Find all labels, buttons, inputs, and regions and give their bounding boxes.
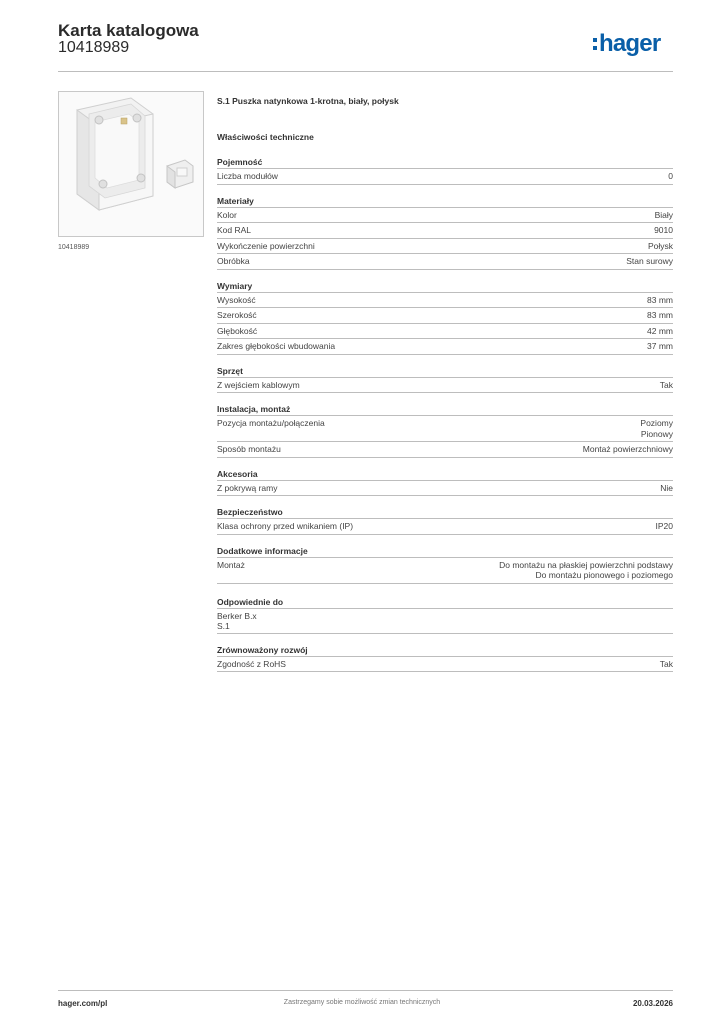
spec-value-line: Pionowy [640, 428, 673, 439]
spec-label: Wysokość [217, 294, 256, 305]
spec-row [217, 657, 673, 673]
spec-value-line: Do montażu na płaskiej powierzchni podstawy [499, 559, 673, 570]
spec-label: Montaż [217, 559, 245, 570]
spec-value-line: Poziomy [640, 418, 673, 428]
spec-row [217, 239, 673, 255]
spec-value [499, 560, 673, 581]
spec-section [217, 468, 673, 497]
spec-section [217, 403, 673, 458]
spec-row [217, 223, 673, 239]
spec-row [217, 378, 673, 394]
spec-label: Pozycja montażu/połączenia [217, 418, 325, 428]
spec-value [654, 225, 673, 236]
spec-row [217, 208, 673, 224]
spec-value-line: Biały [654, 209, 673, 220]
spec-label: Z wejściem kablowym [217, 379, 300, 390]
sustainability-rows [217, 657, 673, 673]
spec-row [217, 308, 673, 324]
spec-section [217, 156, 673, 185]
spec-value-line: 83 mm [647, 310, 673, 320]
spec-section [217, 506, 673, 535]
product-title: S.1 Puszka natynkowa 1-krotna, biały, połysk [217, 96, 399, 106]
footer-disclaimer: Zastrzegamy sobie możliwość zmian technicznych [283, 999, 441, 1006]
section-title: Dodatkowe informacje [217, 545, 673, 558]
spec-label: Sposób montażu [217, 444, 281, 454]
footer-website[interactable]: hager.com/pl [58, 999, 108, 1008]
spec-value-line: Nie [660, 482, 673, 493]
suitable-item: S.1 [217, 621, 673, 634]
spec-label: Zakres głębokości wbudowania [217, 341, 336, 351]
section-title: Instalacja, montaż [217, 403, 673, 416]
spec-label: Wykończenie powierzchni [217, 240, 315, 251]
section-title: Akcesoria [217, 468, 673, 481]
spec-value [647, 310, 673, 321]
spec-value-line: Tak [659, 658, 673, 669]
spec-row [217, 324, 673, 340]
spec-value-line: 83 mm [647, 294, 673, 305]
section-suitable [217, 596, 673, 634]
spec-value-line: IP20 [655, 521, 673, 531]
spec-row [217, 293, 673, 309]
spec-row [217, 169, 673, 185]
spec-value-line: Tak [659, 379, 673, 390]
spec-sections [217, 156, 673, 584]
spec-section [217, 195, 673, 270]
spec-label: Zgodność z RoHS [217, 658, 286, 669]
spec-label: Szerokość [217, 310, 257, 320]
spec-row [217, 481, 673, 497]
spec-value-line: Do montażu pionowego i poziomego [535, 570, 673, 580]
spec-value [660, 380, 673, 391]
section-title: Sprzęt [217, 365, 673, 378]
product-photo [58, 91, 204, 237]
spec-value [647, 341, 673, 352]
spec-label: Z pokrywą ramy [217, 482, 278, 493]
footer-divider [58, 990, 673, 991]
logo-text: hager [599, 30, 661, 57]
spec-value [640, 418, 673, 439]
footer-date: 20.03.2026 [632, 999, 673, 1008]
photo-caption: 10418989 [58, 244, 90, 251]
suitable-list [217, 609, 673, 634]
spec-row [217, 519, 673, 535]
spec-label: Liczba modułów [217, 171, 278, 181]
page-title: Karta katalogowa [58, 21, 199, 40]
spec-value-line: Montaż powierzchniowy [582, 444, 673, 454]
spec-row [217, 339, 673, 355]
spec-value [583, 444, 673, 455]
section-title: Odpowiednie do [217, 596, 673, 609]
spec-value [660, 483, 673, 494]
spec-value-line: Stan surowy [626, 256, 673, 266]
spec-row [217, 416, 673, 442]
spec-label: Głębokość [217, 325, 258, 336]
spec-value [648, 241, 673, 252]
spec-value [656, 521, 674, 532]
spec-label: Kod RAL [217, 225, 252, 235]
spec-label: Kolor [217, 209, 237, 220]
spec-value [668, 171, 673, 182]
spec-section [217, 365, 673, 394]
spec-content [217, 96, 673, 682]
surface-box-icon [59, 92, 203, 236]
spec-value [655, 210, 673, 221]
spec-row [217, 254, 673, 270]
spec-value [660, 659, 673, 670]
spec-value-line: 42 mm [647, 325, 673, 336]
section-title: Pojemność [217, 156, 673, 169]
spec-value [647, 295, 673, 306]
spec-row [217, 442, 673, 458]
suitable-item: Berker B.x [217, 610, 257, 621]
spec-label: Obróbka [217, 256, 250, 266]
section-title: Bezpieczeństwo [217, 506, 673, 519]
spec-row [217, 558, 673, 584]
tech-heading: Właściwości techniczne [217, 132, 314, 142]
section-title: Wymiary [217, 280, 673, 293]
spec-value [626, 256, 673, 267]
spec-section [217, 545, 673, 584]
product-code: 10418989 [58, 39, 130, 56]
hager-logo [593, 27, 673, 59]
spec-value-line: 37 mm [647, 341, 673, 351]
section-title: Materiały [217, 195, 673, 208]
spec-value-line: 0 [668, 171, 673, 181]
section-title: Zrównoważony rozwój [217, 644, 673, 657]
spec-label: Klasa ochrony przed wnikaniem (IP) [217, 521, 354, 531]
header-divider [58, 71, 673, 72]
spec-value-line: 9010 [654, 225, 673, 235]
spec-section [217, 280, 673, 355]
section-sustainability [217, 644, 673, 673]
spec-value [647, 326, 673, 337]
spec-value-line: Połysk [647, 240, 673, 251]
